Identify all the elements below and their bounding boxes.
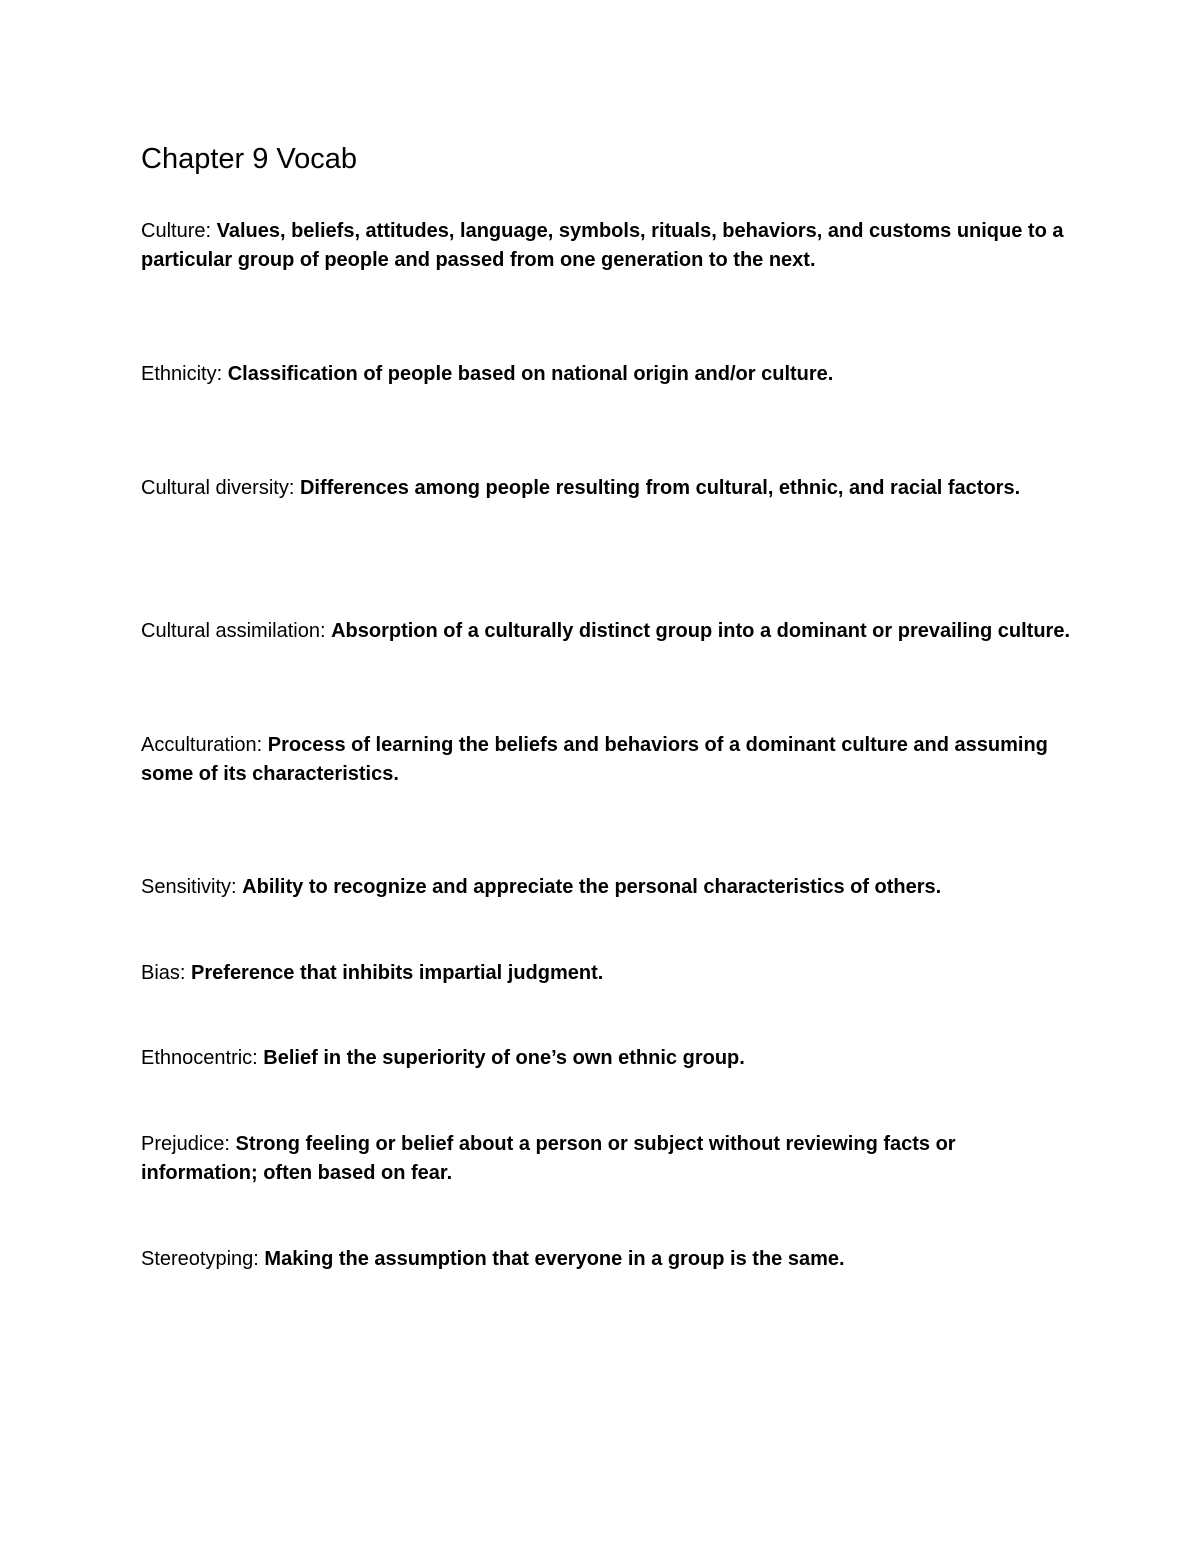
vocab-entry-bias: [141, 959, 1071, 988]
vocab-term: Acculturation:: [141, 734, 263, 756]
vocab-definition: Process of learning the beliefs and behaviors of a dominant culture and assuming some of its characteristics.: [141, 734, 1048, 785]
vocab-term: Stereotyping:: [141, 1248, 259, 1270]
vocab-term: Bias:: [141, 962, 186, 984]
vocab-term: Ethnicity:: [141, 363, 223, 385]
vocab-entry-sensitivity: [141, 873, 1071, 902]
vocab-term: Cultural diversity:: [141, 477, 295, 499]
vocab-entry-cultural-diversity: [141, 474, 1071, 503]
vocab-entry-prejudice: [141, 1130, 1071, 1188]
vocab-entry-acculturation: [141, 731, 1071, 789]
vocab-entry-culture: [141, 217, 1071, 275]
vocab-definition: Strong feeling or belief about a person or subject without reviewing facts or information; often based on fear.: [141, 1133, 956, 1184]
vocab-entry-stereotyping: [141, 1245, 1071, 1274]
vocab-entry-ethnocentric: [141, 1044, 1071, 1073]
vocab-term: Sensitivity:: [141, 876, 237, 898]
vocab-term: Cultural assimilation:: [141, 620, 326, 642]
vocab-definition: Differences among people resulting from cultural, ethnic, and racial factors.: [299, 477, 1021, 499]
vocab-definition: Belief in the superiority of one’s own ethnic group.: [263, 1047, 745, 1069]
vocab-definition: Preference that inhibits impartial judgment.: [191, 962, 604, 984]
vocab-term: Prejudice:: [141, 1133, 230, 1155]
vocab-term: Culture:: [141, 220, 212, 242]
page-title: Chapter 9 Vocab: [141, 143, 358, 175]
vocab-definition: Absorption of a culturally distinct group into a dominant or prevailing culture.: [331, 620, 1071, 642]
vocab-definition: Values, beliefs, attitudes, language, symbols, rituals, behaviors, and customs unique to a particular group of people and passed from one generation to the next.: [141, 220, 1064, 271]
vocab-definition: Classification of people based on national origin and/or culture.: [227, 363, 834, 385]
vocab-entry-cultural-assimilation: [141, 617, 1071, 646]
vocab-entry-ethnicity: [141, 360, 1071, 389]
vocab-term: Ethnocentric:: [141, 1047, 258, 1069]
vocab-definition: Ability to recognize and appreciate the personal characteristics of others.: [242, 876, 942, 898]
vocab-definition: Making the assumption that everyone in a group is the same.: [264, 1248, 845, 1270]
